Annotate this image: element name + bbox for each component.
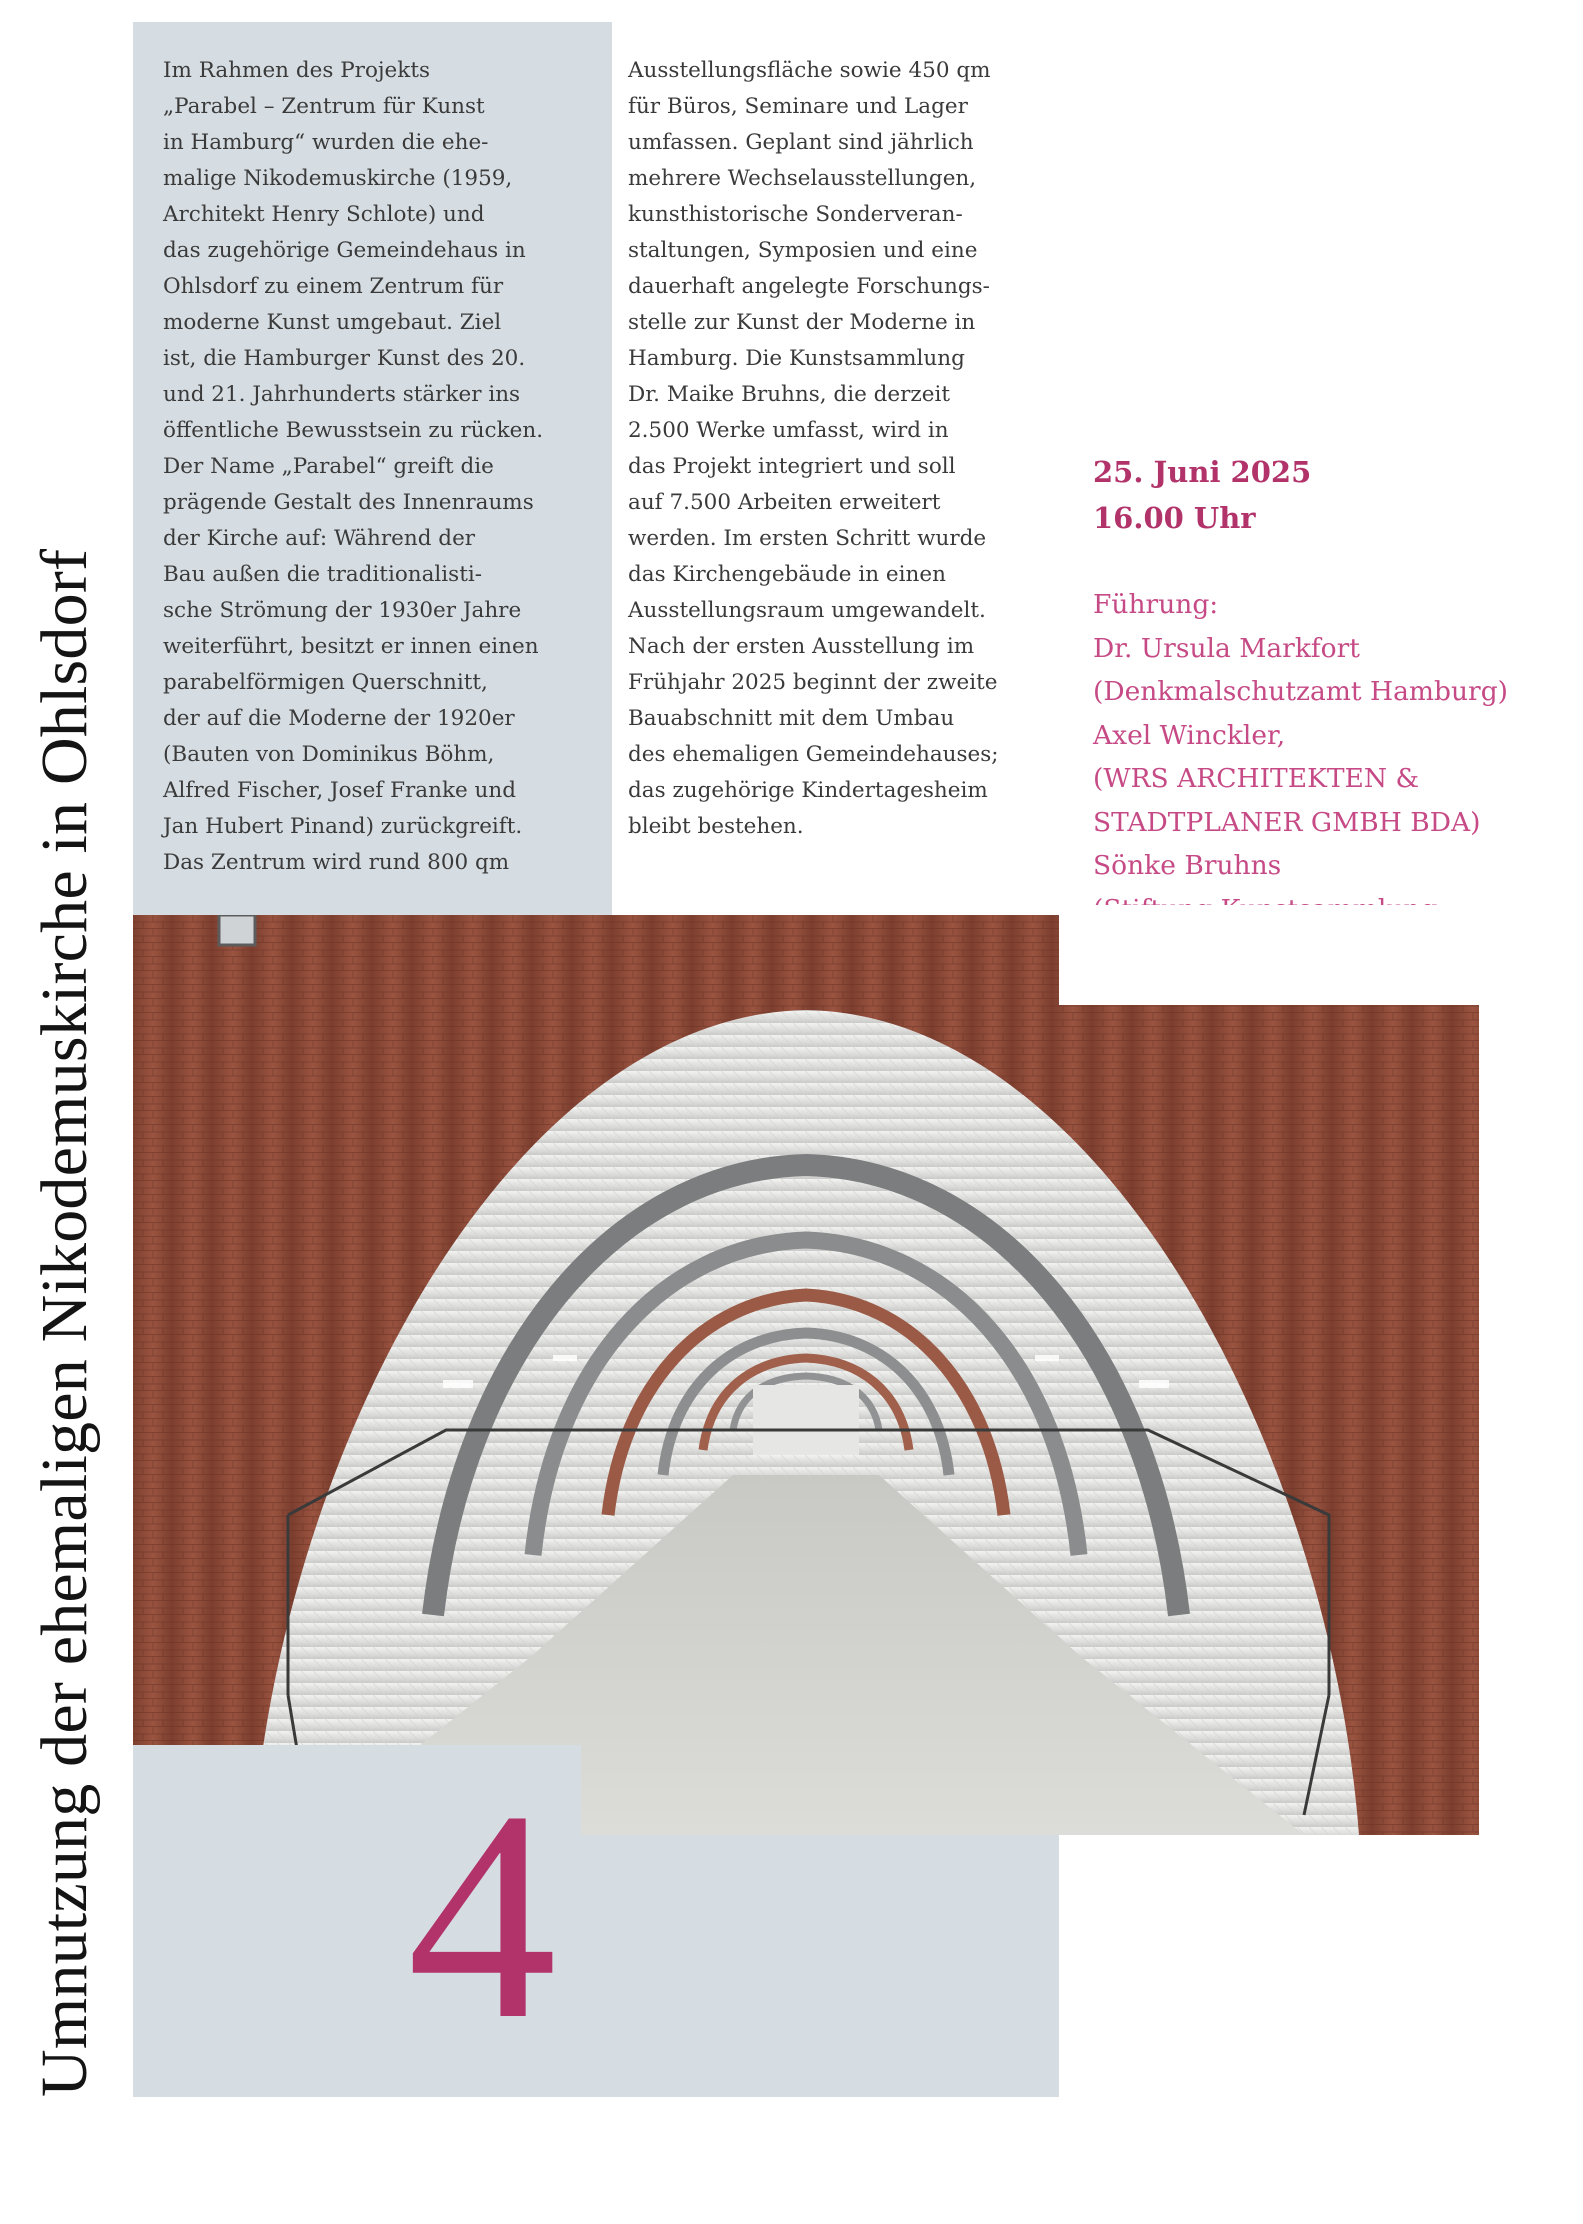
body-right-line: das Kirchengebäude in einen — [628, 562, 946, 587]
body-right-line: Bauabschnitt mit dem Umbau — [628, 706, 955, 731]
church-interior-photo — [133, 915, 1479, 1835]
body-right-line: kunsthistorische Sonderveran- — [628, 202, 963, 227]
event-info-line: Dr. Ursula Markfort — [1093, 632, 1360, 664]
page-title: Umnutzung der ehemaligen Nikodemuskirche in Ohlsdorf — [28, 548, 101, 2097]
body-right-line: Dr. Maike Bruhns, die derzeit — [628, 382, 950, 407]
body-right-line: bleibt bestehen. — [628, 814, 804, 839]
event-info-line: STADTPLANER GMBH BDA) — [1093, 806, 1481, 838]
body-right-line: das Projekt integriert und soll — [628, 454, 956, 479]
event-info — [1093, 449, 1563, 975]
body-left-line: der auf die Moderne der 1920er — [163, 706, 515, 731]
body-left-line: (Bauten von Dominikus Böhm, — [163, 742, 495, 767]
body-left-line: Der Name „Parabel“ greift die — [163, 454, 494, 479]
event-info-line: Axel Winckler, — [1093, 719, 1286, 751]
body-left-line: weiterführt, besitzt er innen einen — [163, 634, 539, 659]
body-right-line: mehrere Wechselausstellungen, — [628, 166, 977, 191]
body-right-line: für Büros, Seminare und Lager — [628, 94, 968, 119]
body-right-line: Ausstellungsfläche sowie 450 qm — [628, 58, 991, 83]
body-left-line: sche Strömung der 1930er Jahre — [163, 598, 522, 623]
event-date: 25. Juni 2025 — [1093, 455, 1312, 489]
body-left-line: Ohlsdorf zu einem Zentrum für — [163, 274, 504, 299]
body-left-line: öffentliche Bewusstsein zu rücken. — [163, 418, 544, 443]
photo-corner-mask — [1059, 905, 1489, 1005]
body-left-line: in Hamburg“ wurden die ehe- — [163, 130, 489, 155]
body-left-line: ist, die Hamburger Kunst des 20. — [163, 346, 526, 371]
event-time: 16.00 Uhr — [1093, 501, 1256, 535]
body-left-line: parabelförmigen Querschnitt, — [163, 670, 488, 695]
body-left-line: Alfred Fischer, Josef Franke und — [163, 778, 516, 803]
body-right-line: umfassen. Geplant sind jährlich — [628, 130, 974, 155]
body-right-line: staltungen, Symposien und eine — [628, 238, 978, 263]
body-left-line: Das Zentrum wird rund 800 qm — [163, 850, 510, 875]
body-right-line: auf 7.500 Arbeiten erweitert — [628, 490, 941, 515]
body-right-line: stelle zur Kunst der Moderne in — [628, 310, 976, 335]
body-right-line: Ausstellungsraum umgewandelt. — [628, 598, 986, 623]
body-left-line: der Kirche auf: Während der — [163, 526, 476, 551]
body-right-line: Frühjahr 2025 beginnt der zweite — [628, 670, 998, 695]
event-info-line: Sönke Bruhns — [1093, 850, 1282, 881]
body-right-line: werden. Im ersten Schritt wurde — [628, 526, 987, 551]
body-right-line: das zugehörige Kindertagesheim — [628, 778, 988, 803]
body-left-line: Architekt Henry Schlote) und — [163, 202, 485, 227]
body-right-line: des ehemaligen Gemeindehauses; — [628, 742, 999, 767]
event-info-line: Führung: — [1093, 589, 1219, 620]
body-right-line: dauerhaft angelegte Forschungs- — [628, 274, 990, 299]
body-left-line: malige Nikodemuskirche (1959, — [163, 166, 513, 191]
event-info-line: (Denkmalschutzamt Hamburg) — [1093, 676, 1509, 707]
body-left-line: Bau außen die traditionalisti- — [163, 562, 482, 587]
body-left-line: „Parabel – Zentrum für Kunst — [163, 94, 485, 119]
body-right-line: Nach der ersten Ausstellung im — [628, 634, 975, 659]
body-left-line: Jan Hubert Pinand) zurückgreift. — [163, 814, 523, 839]
page-number: 4 — [407, 1749, 557, 2081]
body-right-line: Hamburg. Die Kunstsammlung — [628, 346, 965, 371]
body-text-right — [628, 53, 1048, 845]
body-left-line: Im Rahmen des Projekts — [163, 58, 430, 83]
body-left-line: prägende Gestalt des Innenraums — [163, 490, 534, 515]
body-left-line: moderne Kunst umgebaut. Ziel — [163, 310, 502, 335]
body-text-left — [163, 53, 583, 881]
body-right-line: 2.500 Werke umfasst, wird in — [628, 418, 949, 443]
event-info-line: (WRS ARCHITEKTEN & — [1093, 763, 1420, 794]
body-left-line: das zugehörige Gemeindehaus in — [163, 238, 526, 263]
body-left-line: und 21. Jahrhunderts stärker ins — [163, 382, 521, 407]
